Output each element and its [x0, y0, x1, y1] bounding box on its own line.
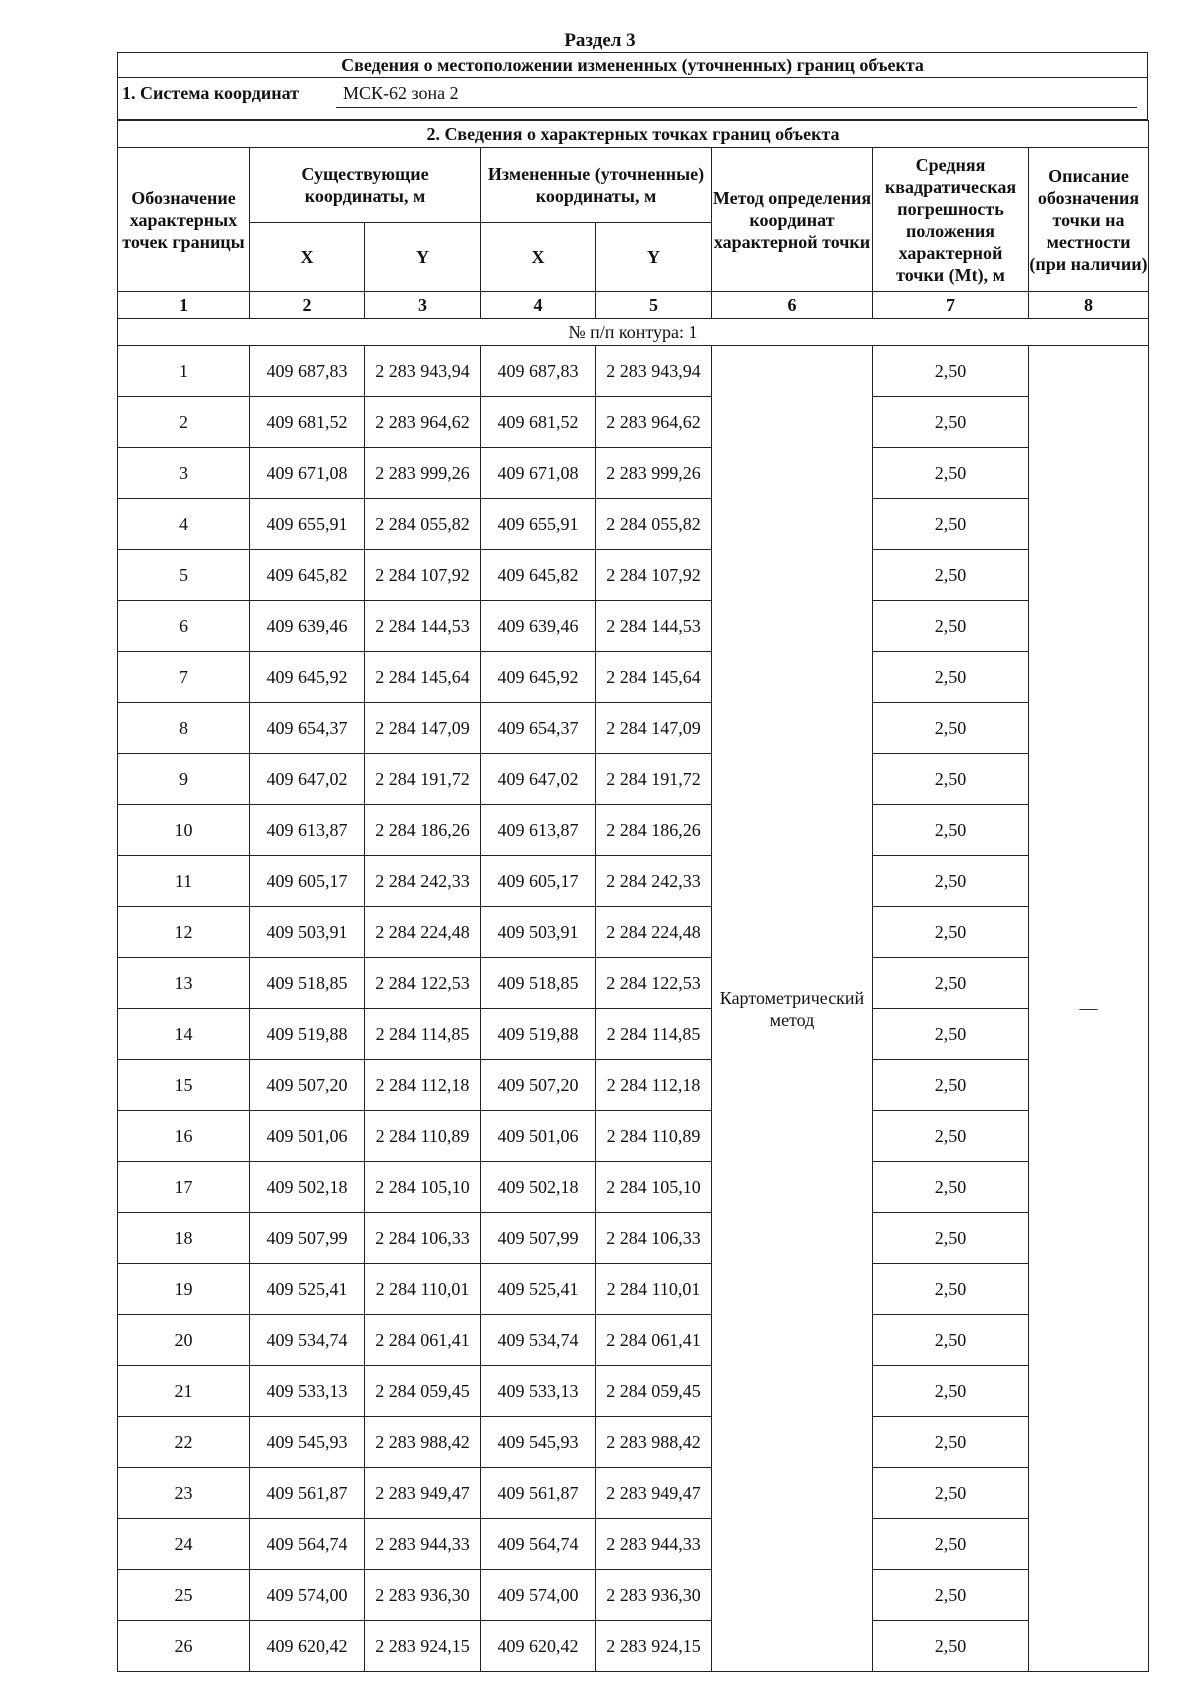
mean-error-cell: 2,50: [873, 856, 1029, 907]
existing-x-cell: 409 647,02: [250, 754, 365, 805]
changed-x-cell: 409 645,92: [481, 652, 596, 703]
points-table-body: [118, 346, 1149, 1672]
table-row: [118, 499, 1149, 550]
table-row: [118, 1468, 1149, 1519]
changed-x-cell: 409 519,88: [481, 1009, 596, 1060]
changed-y-cell: 2 284 224,48: [596, 907, 712, 958]
changed-y-cell: 2 284 110,89: [596, 1111, 712, 1162]
existing-y-cell: 2 284 191,72: [365, 754, 481, 805]
mean-error-cell: 2,50: [873, 448, 1029, 499]
existing-y-cell: 2 283 988,42: [365, 1417, 481, 1468]
point-number-cell: 2: [118, 397, 250, 448]
points-table: [117, 120, 1149, 1672]
table-row: [118, 346, 1149, 397]
changed-x-cell: 409 681,52: [481, 397, 596, 448]
point-number-cell: 26: [118, 1621, 250, 1672]
existing-y-cell: 2 284 186,26: [365, 805, 481, 856]
point-number-cell: 1: [118, 346, 250, 397]
existing-x-cell: 409 507,99: [250, 1213, 365, 1264]
table-row: [118, 1111, 1149, 1162]
column-number: 1: [118, 292, 250, 319]
changed-x-cell: 409 687,83: [481, 346, 596, 397]
header-changed-coordinates: Измененные (уточненные) координаты, м: [481, 148, 712, 223]
mean-error-cell: 2,50: [873, 1519, 1029, 1570]
column-number: 6: [712, 292, 873, 319]
changed-y-cell: 2 284 144,53: [596, 601, 712, 652]
table-row: [118, 1060, 1149, 1111]
point-number-cell: 22: [118, 1417, 250, 1468]
existing-x-cell: 409 518,85: [250, 958, 365, 1009]
changed-x-cell: 409 671,08: [481, 448, 596, 499]
existing-y-cell: 2 284 105,10: [365, 1162, 481, 1213]
changed-x-cell: 409 654,37: [481, 703, 596, 754]
existing-x-cell: 409 645,82: [250, 550, 365, 601]
changed-x-cell: 409 613,87: [481, 805, 596, 856]
changed-y-cell: 2 284 112,18: [596, 1060, 712, 1111]
changed-x-cell: 409 655,91: [481, 499, 596, 550]
point-number-cell: 23: [118, 1468, 250, 1519]
point-number-cell: 18: [118, 1213, 250, 1264]
existing-x-cell: 409 503,91: [250, 907, 365, 958]
point-number-cell: 17: [118, 1162, 250, 1213]
table-row: [118, 1417, 1149, 1468]
point-number-cell: 15: [118, 1060, 250, 1111]
changed-x-cell: 409 534,74: [481, 1315, 596, 1366]
mean-error-cell: 2,50: [873, 1366, 1029, 1417]
mean-error-cell: 2,50: [873, 1621, 1029, 1672]
mean-error-cell: 2,50: [873, 499, 1029, 550]
mean-error-cell: 2,50: [873, 958, 1029, 1009]
point-number-cell: 19: [118, 1264, 250, 1315]
existing-y-cell: 2 284 144,53: [365, 601, 481, 652]
header-method: Метод определения координат характерной точки: [712, 148, 873, 292]
table-row: [118, 856, 1149, 907]
mean-error-cell: 2,50: [873, 1009, 1029, 1060]
existing-x-cell: 409 639,46: [250, 601, 365, 652]
changed-y-cell: 2 283 988,42: [596, 1417, 712, 1468]
existing-y-cell: 2 283 944,33: [365, 1519, 481, 1570]
existing-x-cell: 409 564,74: [250, 1519, 365, 1570]
coordinate-system-value: МСК-62 зона 2: [343, 83, 459, 103]
existing-y-cell: 2 284 059,45: [365, 1366, 481, 1417]
existing-x-cell: 409 655,91: [250, 499, 365, 550]
point-number-cell: 16: [118, 1111, 250, 1162]
page-title: Раздел 3: [564, 30, 636, 51]
point-number-cell: 12: [118, 907, 250, 958]
existing-y-cell: 2 283 924,15: [365, 1621, 481, 1672]
point-number-cell: 4: [118, 499, 250, 550]
existing-y-cell: 2 284 122,53: [365, 958, 481, 1009]
mean-error-cell: 2,50: [873, 1315, 1029, 1366]
table-row: [118, 1213, 1149, 1264]
existing-y-cell: 2 284 110,01: [365, 1264, 481, 1315]
existing-y-cell: 2 283 999,26: [365, 448, 481, 499]
header-changed-x: X: [481, 223, 596, 292]
mean-error-cell: 2,50: [873, 805, 1029, 856]
existing-x-cell: 409 687,83: [250, 346, 365, 397]
table-row: [118, 397, 1149, 448]
point-number-cell: 9: [118, 754, 250, 805]
changed-y-cell: 2 284 186,26: [596, 805, 712, 856]
point-number-cell: 24: [118, 1519, 250, 1570]
existing-y-cell: 2 284 110,89: [365, 1111, 481, 1162]
existing-x-cell: 409 561,87: [250, 1468, 365, 1519]
mean-error-cell: 2,50: [873, 907, 1029, 958]
point-number-cell: 21: [118, 1366, 250, 1417]
contour-label: № п/п контура: 1: [118, 319, 1149, 346]
changed-x-cell: 409 545,93: [481, 1417, 596, 1468]
changed-x-cell: 409 507,99: [481, 1213, 596, 1264]
existing-y-cell: 2 284 145,64: [365, 652, 481, 703]
table-row: [118, 1621, 1149, 1672]
point-number-cell: 5: [118, 550, 250, 601]
existing-x-cell: 409 645,92: [250, 652, 365, 703]
mean-error-cell: 2,50: [873, 1417, 1029, 1468]
table-row: [118, 805, 1149, 856]
existing-x-cell: 409 533,13: [250, 1366, 365, 1417]
changed-x-cell: 409 620,42: [481, 1621, 596, 1672]
section-title: Сведения о местоположении измененных (уточненных) границ объекта: [117, 52, 1148, 78]
changed-x-cell: 409 507,20: [481, 1060, 596, 1111]
table-row: [118, 1570, 1149, 1621]
existing-x-cell: 409 545,93: [250, 1417, 365, 1468]
column-number: 2: [250, 292, 365, 319]
existing-x-cell: 409 654,37: [250, 703, 365, 754]
changed-x-cell: 409 647,02: [481, 754, 596, 805]
changed-y-cell: 2 284 061,41: [596, 1315, 712, 1366]
table-row: [118, 703, 1149, 754]
changed-x-cell: 409 605,17: [481, 856, 596, 907]
table-row: [118, 1366, 1149, 1417]
table-row: [118, 754, 1149, 805]
existing-y-cell: 2 284 112,18: [365, 1060, 481, 1111]
changed-y-cell: 2 284 106,33: [596, 1213, 712, 1264]
point-number-cell: 14: [118, 1009, 250, 1060]
coordinate-system-row: [117, 78, 1148, 120]
table-row: [118, 1264, 1149, 1315]
existing-x-cell: 409 502,18: [250, 1162, 365, 1213]
column-number: 5: [596, 292, 712, 319]
mean-error-cell: 2,50: [873, 754, 1029, 805]
header-description: Описание обозначения точки на местности (при наличии): [1029, 148, 1149, 292]
changed-x-cell: 409 502,18: [481, 1162, 596, 1213]
changed-x-cell: 409 574,00: [481, 1570, 596, 1621]
coordinate-system-underline: [336, 107, 1137, 108]
changed-y-cell: 2 284 059,45: [596, 1366, 712, 1417]
changed-x-cell: 409 645,82: [481, 550, 596, 601]
table-row: [118, 1315, 1149, 1366]
mean-error-cell: 2,50: [873, 1162, 1029, 1213]
changed-y-cell: 2 283 943,94: [596, 346, 712, 397]
existing-y-cell: 2 284 114,85: [365, 1009, 481, 1060]
existing-y-cell: 2 284 147,09: [365, 703, 481, 754]
method-cell: Картометрический метод: [712, 346, 873, 1672]
point-number-cell: 10: [118, 805, 250, 856]
mean-error-cell: 2,50: [873, 1060, 1029, 1111]
changed-y-cell: 2 284 107,92: [596, 550, 712, 601]
changed-y-cell: 2 284 145,64: [596, 652, 712, 703]
existing-x-cell: 409 605,17: [250, 856, 365, 907]
changed-x-cell: 409 639,46: [481, 601, 596, 652]
existing-y-cell: 2 284 224,48: [365, 907, 481, 958]
point-number-cell: 13: [118, 958, 250, 1009]
table-row: [118, 958, 1149, 1009]
existing-x-cell: 409 620,42: [250, 1621, 365, 1672]
changed-y-cell: 2 283 944,33: [596, 1519, 712, 1570]
existing-y-cell: 2 284 106,33: [365, 1213, 481, 1264]
mean-error-cell: 2,50: [873, 1468, 1029, 1519]
existing-y-cell: 2 283 949,47: [365, 1468, 481, 1519]
header-mean-error: Средняя квадратическая погрешность положения характерной точки (Mt), м: [873, 148, 1029, 292]
existing-y-cell: 2 284 061,41: [365, 1315, 481, 1366]
table-row: [118, 601, 1149, 652]
table-row: [118, 550, 1149, 601]
changed-y-cell: 2 283 936,30: [596, 1570, 712, 1621]
existing-x-cell: 409 613,87: [250, 805, 365, 856]
changed-y-cell: 2 283 949,47: [596, 1468, 712, 1519]
mean-error-cell: 2,50: [873, 703, 1029, 754]
column-number: 4: [481, 292, 596, 319]
changed-x-cell: 409 561,87: [481, 1468, 596, 1519]
header-existing-coordinates: Существующие координаты, м: [250, 148, 481, 223]
changed-y-cell: 2 284 191,72: [596, 754, 712, 805]
mean-error-cell: 2,50: [873, 652, 1029, 703]
existing-x-cell: 409 525,41: [250, 1264, 365, 1315]
header-existing-y: Y: [365, 223, 481, 292]
changed-x-cell: 409 501,06: [481, 1111, 596, 1162]
changed-y-cell: 2 284 147,09: [596, 703, 712, 754]
changed-y-cell: 2 283 964,62: [596, 397, 712, 448]
existing-y-cell: 2 284 242,33: [365, 856, 481, 907]
point-number-cell: 6: [118, 601, 250, 652]
changed-y-cell: 2 283 999,26: [596, 448, 712, 499]
header-changed-y: Y: [596, 223, 712, 292]
changed-y-cell: 2 283 924,15: [596, 1621, 712, 1672]
point-number-cell: 7: [118, 652, 250, 703]
point-number-cell: 11: [118, 856, 250, 907]
mean-error-cell: 2,50: [873, 1213, 1029, 1264]
existing-x-cell: 409 534,74: [250, 1315, 365, 1366]
mean-error-cell: 2,50: [873, 1570, 1029, 1621]
column-number: 8: [1029, 292, 1149, 319]
existing-x-cell: 409 519,88: [250, 1009, 365, 1060]
point-number-cell: 3: [118, 448, 250, 499]
existing-y-cell: 2 284 107,92: [365, 550, 481, 601]
table-row: [118, 448, 1149, 499]
existing-x-cell: 409 574,00: [250, 1570, 365, 1621]
mean-error-cell: 2,50: [873, 1264, 1029, 1315]
changed-y-cell: 2 284 105,10: [596, 1162, 712, 1213]
changed-x-cell: 409 533,13: [481, 1366, 596, 1417]
existing-y-cell: 2 284 055,82: [365, 499, 481, 550]
mean-error-cell: 2,50: [873, 397, 1029, 448]
points-section-title: 2. Сведения о характерных точках границ объекта: [118, 121, 1149, 148]
changed-x-cell: 409 518,85: [481, 958, 596, 1009]
column-number: 7: [873, 292, 1029, 319]
existing-x-cell: 409 507,20: [250, 1060, 365, 1111]
table-row: [118, 907, 1149, 958]
mean-error-cell: 2,50: [873, 346, 1029, 397]
changed-y-cell: 2 284 110,01: [596, 1264, 712, 1315]
changed-x-cell: 409 525,41: [481, 1264, 596, 1315]
column-number: 3: [365, 292, 481, 319]
header-point-name: Обозначение характерных точек границы: [118, 148, 250, 292]
mean-error-cell: 2,50: [873, 601, 1029, 652]
changed-y-cell: 2 284 114,85: [596, 1009, 712, 1060]
table-row: [118, 1162, 1149, 1213]
changed-x-cell: 409 564,74: [481, 1519, 596, 1570]
existing-y-cell: 2 283 943,94: [365, 346, 481, 397]
table-row: [118, 1519, 1149, 1570]
changed-y-cell: 2 284 055,82: [596, 499, 712, 550]
existing-y-cell: 2 283 936,30: [365, 1570, 481, 1621]
point-number-cell: 8: [118, 703, 250, 754]
table-row: [118, 652, 1149, 703]
mean-error-cell: 2,50: [873, 550, 1029, 601]
existing-x-cell: 409 671,08: [250, 448, 365, 499]
table-row: [118, 1009, 1149, 1060]
description-cell: —: [1029, 346, 1149, 1672]
point-number-cell: 25: [118, 1570, 250, 1621]
mean-error-cell: 2,50: [873, 1111, 1029, 1162]
existing-x-cell: 409 681,52: [250, 397, 365, 448]
coordinate-system-label: 1. Система координат: [122, 83, 299, 103]
changed-x-cell: 409 503,91: [481, 907, 596, 958]
existing-x-cell: 409 501,06: [250, 1111, 365, 1162]
changed-y-cell: 2 284 122,53: [596, 958, 712, 1009]
changed-y-cell: 2 284 242,33: [596, 856, 712, 907]
existing-y-cell: 2 283 964,62: [365, 397, 481, 448]
header-existing-x: X: [250, 223, 365, 292]
point-number-cell: 20: [118, 1315, 250, 1366]
